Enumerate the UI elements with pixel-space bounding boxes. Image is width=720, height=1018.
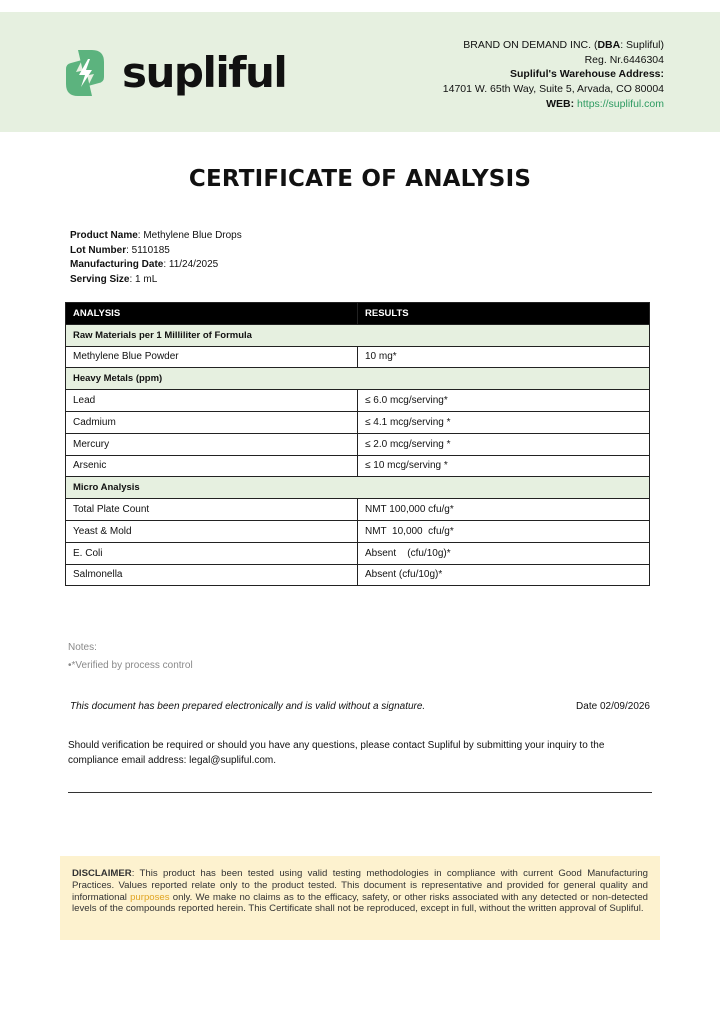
company-reg: Reg. Nr.6446304 (584, 53, 664, 66)
website-link[interactable]: https://supliful.com (577, 97, 664, 110)
result-cell: NMT 10,000 cfu/g* (358, 520, 650, 542)
result-cell: ≤ 10 mcg/serving * (358, 455, 650, 477)
table-row (66, 564, 650, 586)
table-row (66, 346, 650, 368)
supliful-logo (64, 46, 286, 100)
analysis-cell: Salmonella (66, 564, 358, 586)
electronic-signature-note: This document has been prepared electronically and is valid without a signature. (70, 701, 426, 712)
table-row (66, 542, 650, 564)
warehouse-address: 14701 W. 65th Way, Suite 5, Arvada, CO 80004 (442, 83, 664, 96)
divider-line (68, 792, 652, 793)
section-row-raw-materials (66, 324, 650, 346)
analysis-cell: E. Coli (66, 542, 358, 564)
document-title: CERTIFICATE OF ANALYSIS (188, 166, 532, 192)
verification-text: Should verification be required or should you have any questions, please contact Supliful by submitting your inquiry to the compliance email address: legal@supliful.com. (68, 740, 605, 766)
column-header-analysis: ANALYSIS (66, 303, 358, 325)
section-row-micro-analysis (66, 477, 650, 499)
table-header-row (66, 303, 650, 325)
analysis-cell: Yeast & Mold (66, 520, 358, 542)
result-cell: NMT 100,000 cfu/g* (358, 499, 650, 521)
table-row (66, 499, 650, 521)
disclaimer-label: DISCLAIMER (72, 868, 132, 879)
table-row (66, 520, 650, 542)
warehouse-label: Supliful's Warehouse Address: (510, 68, 664, 81)
result-cell: ≤ 4.1 mcg/serving * (358, 411, 650, 433)
result-cell: ≤ 6.0 mcg/serving* (358, 390, 650, 412)
company-name: BRAND ON DEMAND INC. (DBA: Supliful) (463, 39, 664, 51)
notes-label: Notes: (68, 642, 97, 653)
result-cell: Absent (cfu/10g)* (358, 564, 650, 586)
notes-item: •*Verified by process control (68, 660, 193, 671)
result-cell: Absent (cfu/10g)* (358, 542, 650, 564)
analysis-cell: Lead (66, 390, 358, 412)
analysis-cell: Methylene Blue Powder (66, 346, 358, 368)
analysis-cell: Arsenic (66, 455, 358, 477)
manufacturing-date: Manufacturing Date: 11/24/2025 (70, 259, 219, 270)
section-title: Raw Materials per 1 Milliliter of Formula (66, 324, 650, 346)
disclaimer-box: DISCLAIMER: This product has been tested using valid testing methodologies in compliance with current Good Manufacturing Practices. Values reported relate only to the product tested. This document is representative and provided for general quality and informational purposes only. We make no claims as to the efficacy, safety, or other risks associated with any detected or non-detected levels of the compounds reported herein. This Certificate shall not be reproduced, except in full, without the written approval of Supliful. (60, 856, 660, 940)
document-date: Date 02/09/2026 (576, 701, 650, 712)
product-info (70, 229, 242, 287)
analysis-cell: Mercury (66, 433, 358, 455)
table-row (66, 390, 650, 412)
table-row (66, 455, 650, 477)
analysis-cell: Cadmium (66, 411, 358, 433)
table-row (66, 433, 650, 455)
column-header-results: RESULTS (358, 303, 650, 325)
result-cell: ≤ 2.0 mcg/serving * (358, 433, 650, 455)
header-banner (0, 12, 720, 132)
lot-number: Lot Number: 5110185 (70, 244, 170, 256)
web-line: WEB: https://supliful.com (546, 97, 664, 110)
section-row-heavy-metals (66, 368, 650, 390)
section-title: Heavy Metals (ppm) (66, 368, 650, 390)
logo-wordmark: supliful (122, 48, 287, 97)
table-row (66, 411, 650, 433)
product-name: Product Name: Methylene Blue Drops (70, 230, 242, 241)
analysis-cell: Total Plate Count (66, 499, 358, 521)
disclaimer-highlight: purposes (130, 891, 170, 903)
result-cell: 10 mg* (358, 346, 650, 368)
section-title: Micro Analysis (66, 477, 650, 499)
analysis-table (65, 302, 650, 586)
lightning-bolt-logo-icon (64, 46, 106, 100)
company-info (443, 38, 664, 112)
serving-size: Serving Size: 1 mL (70, 273, 158, 285)
